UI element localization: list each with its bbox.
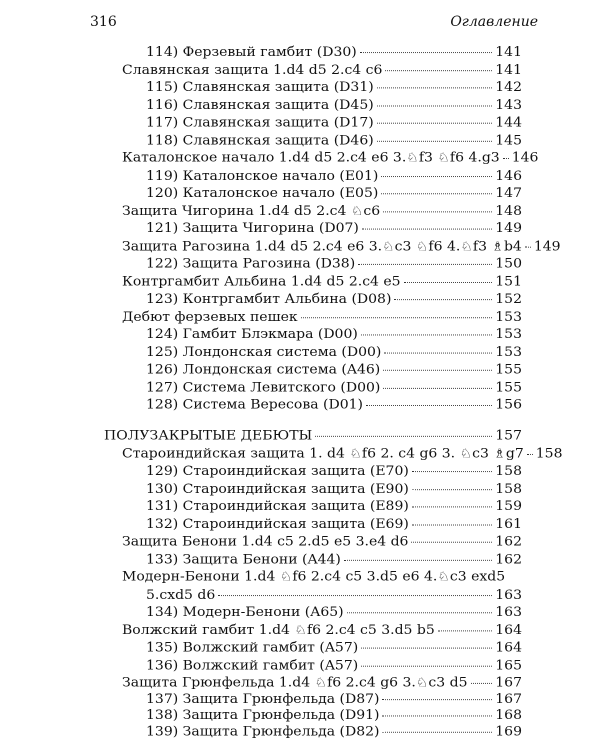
toc-entry xyxy=(146,708,522,724)
leader-dots xyxy=(412,489,492,490)
toc-entry-page: 155 xyxy=(495,362,522,378)
toc-entry-title: ПОЛУЗАКРЫТЫЕ ДЕБЮТЫ xyxy=(104,428,313,444)
toc-entry xyxy=(146,168,522,184)
toc-entry xyxy=(122,622,522,638)
toc-entry-page: 163 xyxy=(495,605,522,620)
toc-entry-page: 146 xyxy=(495,168,522,183)
toc-entry xyxy=(146,220,522,236)
toc-entry-title: 130) Староиндийская защита (E90) xyxy=(146,481,409,497)
leader-dots xyxy=(358,264,492,265)
leader-dots xyxy=(347,612,493,613)
leader-dots xyxy=(394,299,492,300)
leader-dots xyxy=(383,387,492,388)
toc-entry-page: 141 xyxy=(495,62,522,78)
toc-entry-page: 146 xyxy=(511,150,539,166)
toc-entry xyxy=(146,551,522,567)
leader-dots xyxy=(527,454,533,455)
toc-entry-title: Защита Чигорина 1.d4 d5 2.c4 ♘c6 xyxy=(122,203,381,219)
leader-dots xyxy=(383,370,492,371)
toc-entry xyxy=(122,273,522,289)
leader-dots xyxy=(301,317,493,318)
toc-entry-title: 133) Защита Бенони (A44) xyxy=(146,552,341,567)
toc-entry-title: 116) Славянская защита (D45) xyxy=(146,97,374,113)
toc-entry-page: 148 xyxy=(495,203,522,219)
toc-entry-title: 127) Система Левитского (D00) xyxy=(146,380,381,395)
toc-entry xyxy=(146,724,522,740)
toc-entry-title: 115) Славянская защита (D31) xyxy=(146,80,374,95)
toc-entry xyxy=(146,481,522,497)
leader-dots xyxy=(381,176,492,177)
toc-entry xyxy=(146,397,522,413)
toc-entry-page: 165 xyxy=(495,658,522,673)
toc-entry-title: 131) Староиндийская защита (E89) xyxy=(146,499,409,514)
toc-entry-title: Защита Рагозина 1.d4 d5 2.c4 e6 3.♘c3 ♘f6 4.♘f3 ♗b4 xyxy=(122,239,522,254)
running-title: Оглавление xyxy=(450,14,538,30)
leader-dots xyxy=(344,559,492,560)
toc-entry-title: 114) Ферзевый гамбит (D30) xyxy=(146,44,357,60)
leader-dots xyxy=(377,87,493,88)
leader-dots xyxy=(382,699,492,700)
toc-entry-page: 167 xyxy=(495,675,522,691)
toc-entry xyxy=(146,691,522,707)
toc-entry xyxy=(122,675,522,691)
page-number: 316 xyxy=(90,14,117,30)
toc-entry-title: 136) Волжский гамбит (A57) xyxy=(146,658,359,673)
toc-entry-line2 xyxy=(146,587,522,603)
toc-entry xyxy=(146,97,522,113)
toc-entry-page: 163 xyxy=(495,587,522,602)
toc-entry xyxy=(146,132,522,148)
toc-entry-page: 150 xyxy=(495,256,522,272)
toc-entry-title: 122) Защита Рагозина (D38) xyxy=(146,256,356,272)
leader-dots xyxy=(412,471,492,472)
toc-entry xyxy=(146,516,522,532)
toc-entry-page: 159 xyxy=(495,499,522,514)
toc-entry-page: 168 xyxy=(495,708,522,723)
toc-entry-page: 161 xyxy=(495,516,522,532)
toc-entry xyxy=(122,238,561,254)
leader-dots xyxy=(384,352,492,353)
leader-dots xyxy=(382,732,492,733)
toc-entry-title: 117) Славянская защита (D17) xyxy=(146,115,374,130)
toc-entry-title: 5.cxd5 d6 xyxy=(146,587,216,602)
toc-entry-page: 164 xyxy=(495,640,522,655)
toc-entry xyxy=(146,463,522,479)
leader-dots xyxy=(438,630,492,631)
toc-entry-title: 119) Каталонское начало (E01) xyxy=(146,168,379,183)
toc-entry xyxy=(146,362,522,378)
toc-entry-title: 120) Каталонское начало (E05) xyxy=(146,186,379,201)
toc-entry-title: 138) Защита Грюнфельда (D91) xyxy=(146,708,380,723)
toc-entry-title: 125) Лондонская система (D00) xyxy=(146,344,382,360)
toc-entry xyxy=(122,534,522,550)
toc-entry-page: 153 xyxy=(495,344,522,360)
toc-entry-title: 124) Гамбит Блэкмара (D00) xyxy=(146,327,358,342)
leader-dots xyxy=(404,282,493,283)
toc-entry-page: 167 xyxy=(495,692,522,707)
toc-entry xyxy=(146,326,522,342)
leader-dots xyxy=(411,542,492,543)
toc-entry-page: 151 xyxy=(495,274,522,289)
toc-entry-title: Дебют ферзевых пешек xyxy=(122,309,298,325)
toc-entry xyxy=(122,150,539,166)
toc-entry-page: 169 xyxy=(495,724,522,740)
toc-entry xyxy=(146,639,522,655)
toc-entry-title: 139) Защита Грюнфельда (D82) xyxy=(146,724,380,740)
toc-entry-title: Контргамбит Альбина 1.d4 d5 2.c4 e5 xyxy=(122,274,401,289)
toc-entry-title: Славянская защита 1.d4 d5 2.c4 c6 xyxy=(122,62,383,78)
toc-entry-title: Модерн-Бенони 1.d4 ♘f6 2.c4 c5 3.d5 e6 4.♘c3 exd5 xyxy=(122,569,506,585)
leader-dots xyxy=(377,140,493,141)
toc-entry-page: 149 xyxy=(495,221,522,236)
leader-dots xyxy=(315,436,492,437)
leader-dots xyxy=(382,716,492,717)
leader-dots xyxy=(218,595,492,596)
toc-entry-page: 143 xyxy=(495,97,522,113)
toc-entry-page: 144 xyxy=(495,115,522,130)
toc-entry-page: 152 xyxy=(495,291,522,307)
toc-entry-page: 149 xyxy=(533,239,561,254)
toc-entry-title: 132) Староиндийская защита (E69) xyxy=(146,516,409,532)
leader-dots xyxy=(503,158,509,159)
leader-dots xyxy=(360,52,493,53)
toc-entry xyxy=(146,291,522,307)
leader-dots xyxy=(385,70,492,71)
toc-entry-page: 147 xyxy=(495,186,522,201)
toc-entry-page: 145 xyxy=(495,133,522,148)
leader-dots xyxy=(377,123,493,124)
toc-entry xyxy=(146,657,522,673)
toc-entry-page: 155 xyxy=(495,380,522,395)
toc-entry xyxy=(146,185,522,201)
toc-entry-title: 121) Защита Чигорина (D07) xyxy=(146,221,359,236)
leader-dots xyxy=(361,335,492,336)
leader-dots xyxy=(412,524,492,525)
toc-entry-title: 135) Волжский гамбит (A57) xyxy=(146,640,359,655)
toc-entry xyxy=(122,309,522,325)
toc-entry-page: 158 xyxy=(495,481,522,497)
toc-entry xyxy=(146,256,522,272)
page-header xyxy=(0,0,600,40)
section-heading xyxy=(104,428,522,444)
toc-entry xyxy=(146,498,522,514)
leader-dots xyxy=(525,246,531,247)
toc-entry xyxy=(146,115,522,131)
toc-entry-title: 126) Лондонская система (A46) xyxy=(146,362,381,378)
toc-entry-title: 129) Староиндийская защита (E70) xyxy=(146,463,409,479)
toc-entry xyxy=(146,379,522,395)
leader-dots xyxy=(471,683,493,684)
toc-entry-page: 141 xyxy=(495,44,522,60)
toc-entry-page: 153 xyxy=(495,309,522,325)
toc-entry-title: 137) Защита Грюнфельда (D87) xyxy=(146,692,380,707)
toc-entry-title: Защита Бенони 1.d4 c5 2.d5 e5 3.e4 d6 xyxy=(122,534,409,549)
leader-dots xyxy=(366,405,492,406)
toc-entry-page: 158 xyxy=(535,446,563,461)
toc-entry-page: 156 xyxy=(495,397,522,413)
toc-entry xyxy=(146,604,522,620)
toc-entry-page: 153 xyxy=(495,327,522,342)
leader-dots xyxy=(361,665,492,666)
leader-dots xyxy=(381,193,492,194)
toc-entry xyxy=(122,203,522,219)
toc-entry-title: 128) Система Вересова (D01) xyxy=(146,397,363,413)
toc-entry-page: 162 xyxy=(495,534,522,549)
toc-entry xyxy=(146,79,522,95)
toc-entry xyxy=(146,44,522,60)
leader-dots xyxy=(377,105,493,106)
toc-entry-page: 162 xyxy=(495,552,522,567)
toc-entry-title: 123) Контргамбит Альбина (D08) xyxy=(146,291,392,307)
toc-entry xyxy=(122,62,522,78)
toc-entry-title: 134) Модерн-Бенони (A65) xyxy=(146,605,344,620)
leader-dots xyxy=(412,506,492,507)
toc-entry-line1 xyxy=(122,569,505,585)
toc-entry-title: Каталонское начало 1.d4 d5 2.c4 e6 3.♘f3 ♘f6 4.g3 xyxy=(122,150,500,166)
toc-entry xyxy=(146,344,522,360)
leader-dots xyxy=(361,648,492,649)
toc-entry-title: Староиндийская защита 1. d4 ♘f6 2. c4 g6 3. ♘c3 ♗g7 xyxy=(122,446,524,461)
toc-entry-title: 118) Славянская защита (D46) xyxy=(146,133,374,148)
toc-entry-page: 142 xyxy=(495,80,522,95)
leader-dots xyxy=(383,211,492,212)
toc-entry-page: 158 xyxy=(495,463,522,479)
toc-entry-page: 157 xyxy=(495,428,522,444)
toc-entry-page: 164 xyxy=(495,622,522,638)
leader-dots xyxy=(362,229,492,230)
toc-entry xyxy=(122,445,563,461)
toc-entry-title: Защита Грюнфельда 1.d4 ♘f6 2.c4 g6 3.♘c3 d5 xyxy=(122,675,468,691)
toc-entry-title: Волжский гамбит 1.d4 ♘f6 2.c4 c5 3.d5 b5 xyxy=(122,622,435,638)
